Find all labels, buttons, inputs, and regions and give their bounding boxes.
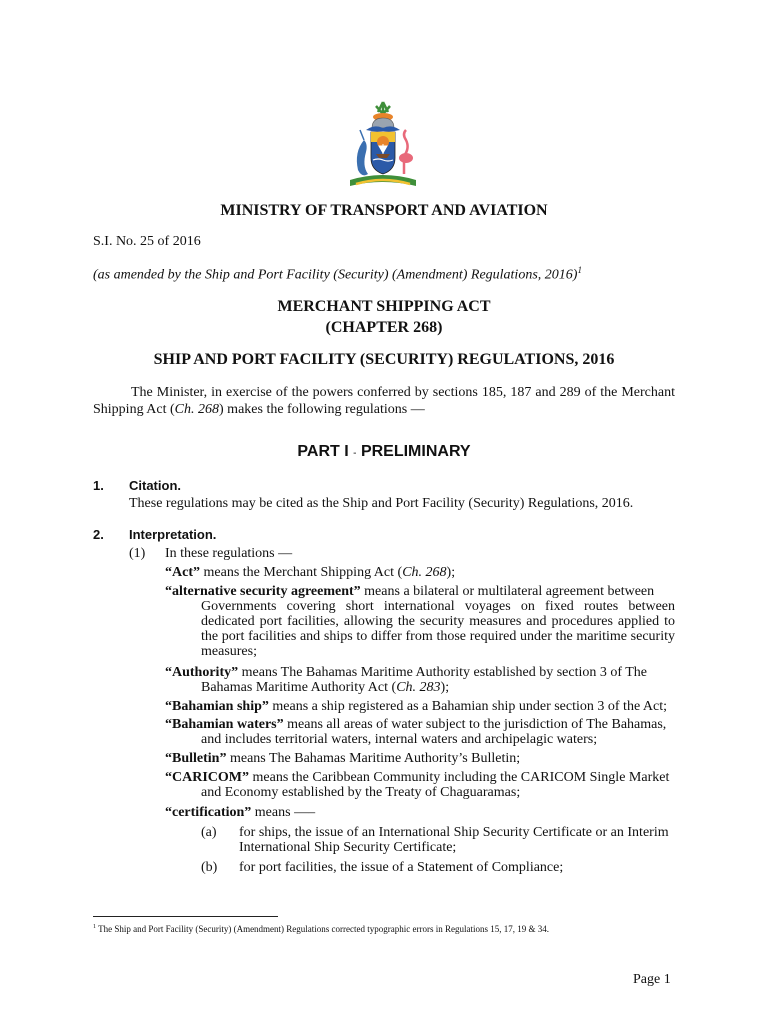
term-certification: “certification” — [165, 805, 252, 820]
definition-text: means the Merchant Shipping Act ( — [200, 565, 403, 580]
subitem-b-text: for port facilities, the issue of a Statement of Compliance; — [239, 860, 564, 875]
definition-continuation: and includes territorial waters, internal waters and archipelagic waters; — [201, 732, 598, 747]
definition-text: means all areas of water subject to the jurisdiction of The Bahamas, — [283, 717, 667, 732]
term-caricom: “CARICOM” — [165, 770, 249, 785]
definition-text: means The Bahamas Maritime Authority’s Bulletin; — [226, 751, 521, 766]
regulations-title: SHIP AND PORT FACILITY (SECURITY) REGULATIONS, 2016 — [153, 351, 615, 368]
definition-act — [165, 565, 675, 580]
definition-alternative-security-agreement — [165, 584, 675, 659]
intro-text-b: ) makes the following regulations — — [219, 402, 425, 417]
act-title — [0, 296, 768, 338]
definition-continuation: and Economy established by the Treaty of Chaguaramas; — [201, 785, 521, 800]
si-number: S.I. No. 25 of 2016 — [93, 234, 201, 249]
footnote-divider — [93, 916, 278, 917]
definition-text: means —– — [251, 805, 316, 820]
section-2-number: 2. — [93, 527, 104, 542]
intro-chapter-ref: Ch. 268 — [174, 402, 220, 417]
definition-text: ); — [440, 680, 450, 695]
subitem-a-label: (a) — [201, 825, 217, 840]
subsection-1-number: (1) — [129, 546, 146, 561]
subsection-1 — [129, 546, 292, 562]
chapter-ref: Ch. 283 — [396, 680, 441, 695]
term-alternative-security-agreement: “alternative security agreement” — [165, 584, 361, 599]
intro-text-a: The Minister, in exercise of the powers conferred by sections 185, 187 and 289 of the Merchant Shipping Act ( — [93, 385, 675, 417]
definition-bahamian-waters — [165, 717, 675, 747]
amendment-note — [93, 265, 582, 284]
section-2-heading — [93, 527, 216, 542]
section-2-title: Interpretation. — [129, 527, 217, 542]
chapter-ref: Ch. 268 — [402, 565, 447, 580]
part-dash: - — [353, 448, 357, 459]
ministry-heading: MINISTRY OF TRANSPORT AND AVIATION — [220, 202, 548, 219]
subsection-1-text: In these regulations — — [165, 546, 293, 561]
term-authority: “Authority” — [165, 665, 239, 680]
definition-continuation — [165, 680, 675, 695]
section-1-heading — [93, 478, 181, 493]
section-1-text: These regulations may be cited as the Ship and Port Facility (Security) Regulations, 2016. — [129, 496, 634, 511]
definition-bahamian-ship — [165, 699, 675, 714]
subitem-a — [201, 825, 675, 855]
part-label: PART I — [297, 443, 349, 460]
definition-text: means The Bahamas Maritime Authority established by section 3 of The — [238, 665, 648, 680]
definition-text: means a ship registered as a Bahamian ship under section 3 of the Act; — [268, 699, 667, 714]
definition-text: Bahamas Maritime Authority Act ( — [201, 680, 397, 695]
part-heading — [0, 443, 768, 461]
term-bahamian-waters: “Bahamian waters” — [165, 717, 284, 732]
subitem-b-label: (b) — [201, 860, 218, 875]
term-act: “Act” — [165, 565, 200, 580]
footnote — [93, 924, 693, 934]
section-1-title: Citation. — [129, 478, 181, 493]
amendment-note-text: (as amended by the Ship and Port Facility (Security) (Amendment) Regulations, 2016) — [93, 267, 578, 283]
definition-continuation: Governments covering short international voyages on fixed routes between dedicated port facilities, allowing the security measures and procedures applied to the port facilities and ships to differ from those required under the maritime security measures; — [201, 599, 675, 659]
term-bulletin: “Bulletin” — [165, 751, 227, 766]
footnote-text: The Ship and Port Facility (Security) (Amendment) Regulations corrected typographic errors in Regulations 15, 17, 19 & 34. — [96, 924, 549, 934]
subitem-b — [201, 860, 675, 875]
footnote-marker: 1 — [93, 924, 96, 930]
page-number: Page 1 — [633, 972, 671, 987]
section-1-number: 1. — [93, 478, 104, 493]
definition-authority — [165, 665, 675, 695]
definition-text: ); — [446, 565, 456, 580]
definition-text: means the Caribbean Community including the CARICOM Single Market — [249, 770, 670, 785]
bahamas-coat-of-arms-icon — [340, 100, 426, 190]
subitem-a-text: for ships, the issue of an International Ship Security Certificate or an Interim International Ship Security Certificate; — [239, 825, 669, 855]
act-title-line2: (CHAPTER 268) — [325, 319, 443, 336]
definition-bulletin — [165, 751, 675, 766]
part-title: PRELIMINARY — [360, 443, 471, 460]
definition-text: means a bilateral or multilateral agreement between — [360, 584, 655, 599]
footnote-ref[interactable]: 1 — [577, 265, 582, 275]
term-bahamian-ship: “Bahamian ship” — [165, 699, 269, 714]
act-title-line1: MERCHANT SHIPPING ACT — [277, 298, 491, 315]
definition-certification — [165, 805, 675, 820]
definition-caricom — [165, 770, 675, 800]
enacting-paragraph — [93, 384, 675, 418]
